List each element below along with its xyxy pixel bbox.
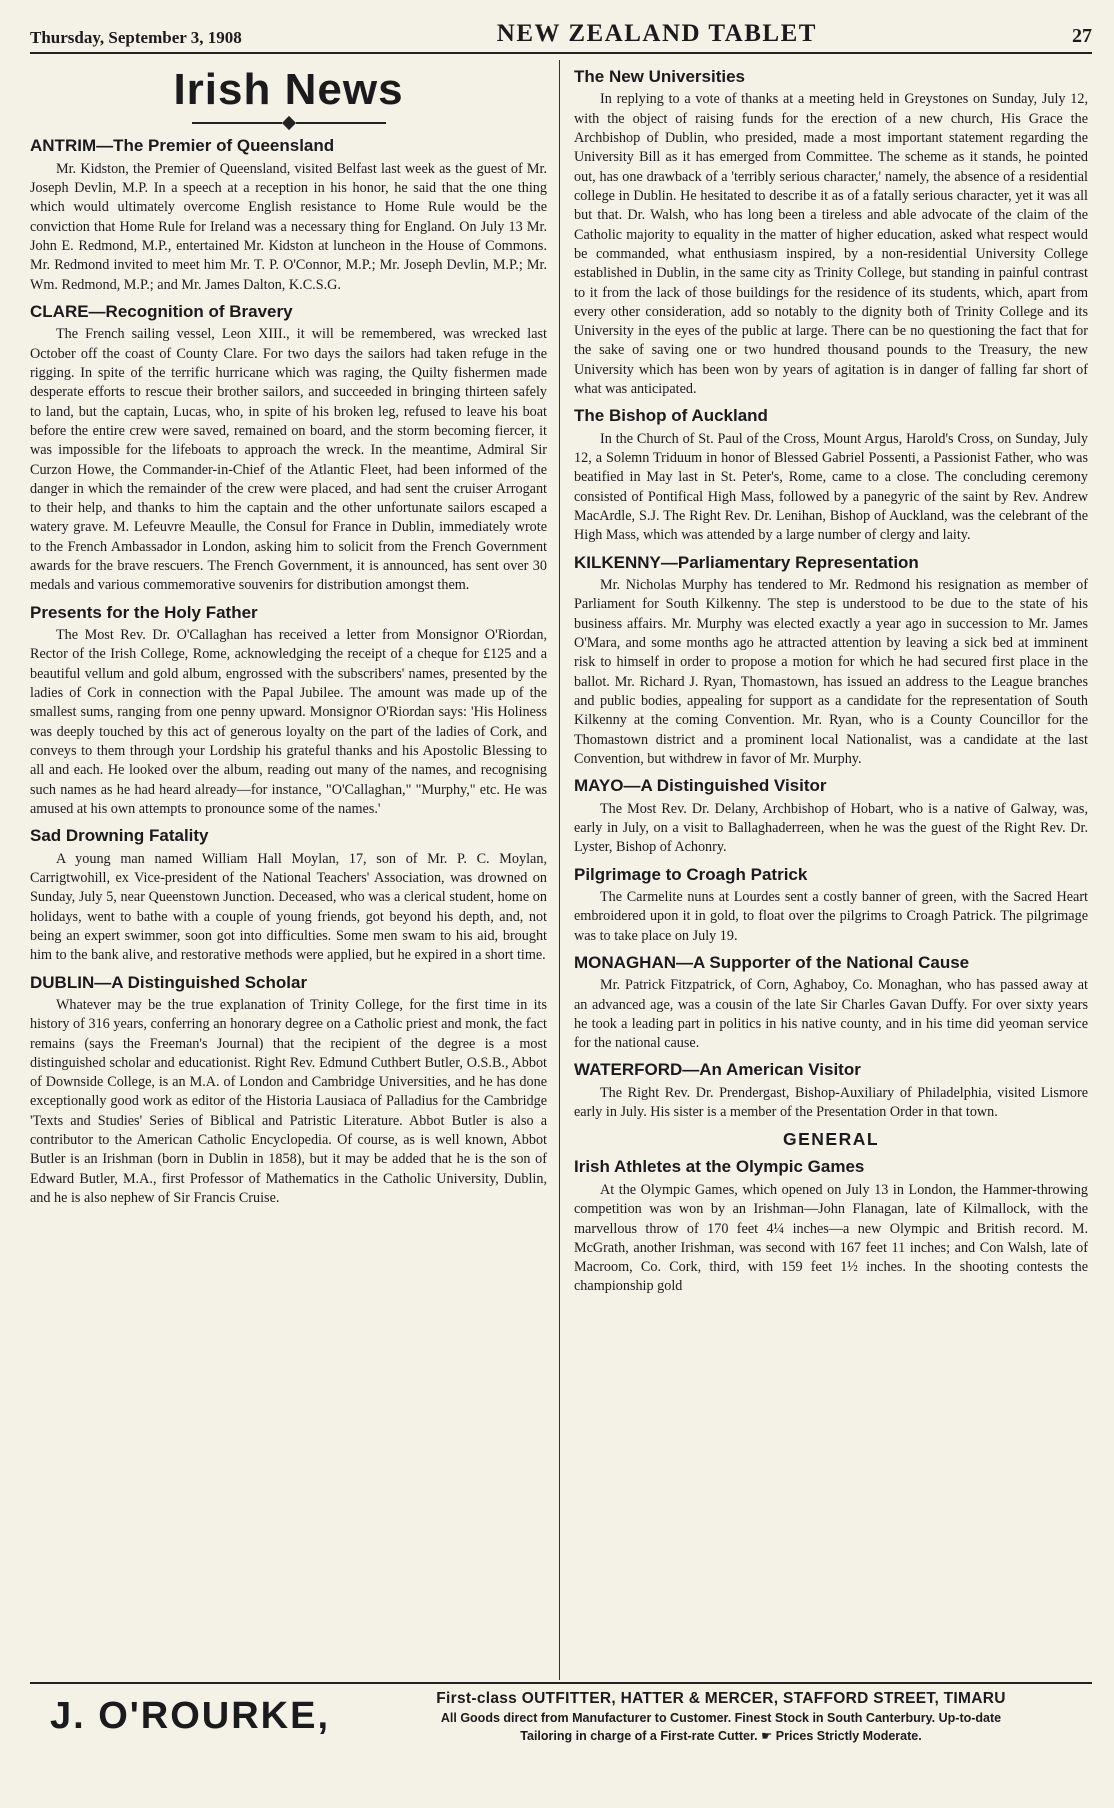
advert-line-3-a: Tailoring in charge of a First-rate Cutter. [520,1729,758,1743]
article-title: MONAGHAN—A Supporter of the National Cause [574,952,970,972]
article-paragraph: In the Church of St. Paul of the Cross, Mount Argus, Harold's Cross, on Sunday, July 12, a Solemn Triduum in honor of Blessed Gabriel Possenti, a Passionist Father, who was beatified in May last in St. Peter's, Rome, came to a close. The concluding ceremony consisted of Pontifical High Mass, followed by a panegyric of the saint by Rev. Andrew MacArdle, S.J. The Right Rev. Dr. Lenihan, Bishop of Auckland, was the celebrant of the High Mass, which was attended by a large number of clergy and laity. [574,430,1088,544]
advert-line-3 [350,1728,1092,1743]
advertisement [30,1682,1092,1743]
section-title: Irish News [173,65,404,114]
advert-line-2: All Goods direct from Manufacturer to Customer. Finest Stock in South Canterbury. Up-to-date [440,1711,1002,1725]
general-articles [574,1157,1088,1296]
left-articles [30,136,547,1208]
article-title: KILKENNY—Parliamentary Representation [574,552,919,572]
article-title: The New Universities [574,67,746,86]
article [574,865,1088,946]
article [574,776,1088,857]
left-column [30,60,559,1680]
article-paragraph: At the Olympic Games, which opened on July 13 in London, the Hammer-throwing competition was won by an Irishman—John Flanagan, late of Kilmallock, with the marvellous throw of 170 feet 4¼ inches—a new Olympic and British record. M. McGrath, another Irishman, was second with 167 feet 11 inches; and Con Walsh, late of Macroom, Co. Cork, third, with 159 feet 1½ inches. In the shooting contests the championship gold [574,1181,1088,1295]
article [574,406,1088,545]
article-paragraph: The Most Rev. Dr. Delany, Archbishop of Hobart, who is a native of Galway, was, early in July, on a visit to Ballaghaderreen, when he was the guest of the Right Rev. Dr. Lyster, Bishop of Achonry. [574,800,1088,856]
article [574,953,1088,1054]
article [30,136,547,295]
masthead [30,14,1092,54]
article-title: ANTRIM—The Premier of Queensland [30,136,335,156]
general-heading: GENERAL [782,1129,880,1150]
article-paragraph: Whatever may be the true explanation of Trinity College, for the first time in its history of 316 years, conferring an honorary degree on a Catholic priest and monk, the fact remains (says the Freeman's Journal) that the recipient of the degree is a most distinguished scholar and educationist. Right Rev. Edmund Cuthbert Butler, O.S.B., Abbot of Downside College, is an M.A. of London and Cambridge Universities, and he has done exceptionally good work as editor of the Historia Lausiaca of Palladius for the Cambridge 'Texts and Studies' Series of Biblical and Patristic Literature. Abbot Butler is also a contributor to the American Catholic Encyclopedia. Of course, as is well known, Abbot Butler is an Irishman (born in Dublin in 1858), but it may be added that he is the son of Edward Butler, M.A., first Professor of Mathematics in the Catholic University, Dublin, and he is also nephew of Sir Francis Cruise. [30,996,547,1207]
article-paragraph: A young man named William Hall Moylan, 17, son of Mr. P. C. Moylan, Carrigtwohill, ex Vice-president of the National Teachers' Association, was drowned on Sunday, July 5, near Queenstown Junction. Deceased, who was a clerical student, home on holidays, went to bathe with a couple of young friends, got beyond his depth, and, not being an expert swimmer, soon got into difficulties. Some men swam to his aid, brought him to the bank alive, and restorative methods were applied, but he expired in a short time. [30,850,547,964]
article-paragraph: The Most Rev. Dr. O'Callaghan has received a letter from Monsignor O'Riordan, Rector of the Irish College, Rome, acknowledging the receipt of a cheque for £125 and a beautiful vellum and gold album, engrossed with the subscribers' names, presented by the ladies of Cork in connection with the Papal Jubilee. The amount was made up of the smallest sums, ranging from one penny upward. Monsignor O'Riordan says: 'His Holiness was deeply touched by this act of generous loyalty on the part of the ladies of Cork, and conveys to them through your Lordship his grateful thanks and his Apostolic Blessing to all and each. He looked over the album, reading out many of the names, and recognising such names as he had heard already—for instance, "O'Callaghan," "Murphy," etc. He was amused at his own attempts to pronounce some of the names.' [30,627,547,817]
article-title: CLARE—Recognition of Bravery [30,301,293,321]
article-title: MAYO—A Distinguished Visitor [574,776,827,796]
advert-line-3-b: Prices Strictly Moderate. [775,1729,922,1743]
article-paragraph: Mr. Patrick Fitzpatrick, of Corn, Aghaboy, Co. Monaghan, who has passed away at an advanced age, was a cousin of the late Sir Charles Gavan Duffy. For over sixty years he took a leading part in politics in his native county, and in his time did yeoman service for the national cause. [574,977,1088,1052]
ornamental-rule [30,118,547,128]
article [30,603,547,820]
article-paragraph: Mr. Nicholas Murphy has tendered to Mr. Redmond his resignation as member of Parliament for South Kilkenny. The step is understood to be due to the state of his business affairs. Mr. Murphy was elected exactly a year ago in succession to Mr. James O'Mara, and some months ago he attracted attention by leaving a sick bed at imminent risk to himself in order to propose a motion for which he had secured first place in the ballot. Mr. Richard J. Ryan, Thomastown, has issued an address to the League branches and public bodies, appealing for support as a candidate for the representation of South Kilkenny at the coming Convention. Mr. Ryan, who is a County Councillor for the Thomastown district and a prominent local Nationalist, was a candidate at the last Convention, but withdrew in favor of Mr. Murphy. [574,577,1088,767]
article-paragraph: In replying to a vote of thanks at a meeting held in Greystones on Sunday, July 12, with the object of raising funds for the erection of a new church, His Grace the Archbishop of Dublin, who presided, made a most important statement regarding the University Bill as it has emerged from Committee. The scheme as it stands, he pointed out, has one drawback of a 'terribly serious character,' namely, the absence of a residential college in Dublin. He hesitated to describe it as of a fatally serious character, yet it was all but that. Dr. Walsh, who has long been a tireless and able advocate of the claim of the Catholic majority to equality in the matter of higher education, asked what respect would be commanded, what enthusiasm inspired, by a non-residential University College established in Dublin, in the same city as Trinity College, but standing in painful contrast to it from the lack of those buildings for the residence of its students, which, apart from every other consideration, add so notably to the dignity both of Trinity College and its University in the eyes of the public at large. There can be no questioning the fact that for the sake of saving one or two hundred thousand pounds to the Treasury, the new University which has been won by years of agitation is in danger of falling far short of what was anticipated. [574,91,1088,398]
advert-text [350,1690,1092,1743]
article-paragraph: Mr. Kidston, the Premier of Queensland, visited Belfast last week as the guest of Mr. Joseph Devlin, M.P. In a speech at a reception in his honor, he said that the one thing which would ultimately overcome English resistance to Home Rule would be the conviction that Home Rule for Ireland was a necessary thing for England. On July 13 Mr. John E. Redmond, M.P., entertained Mr. Kidston at luncheon in the House of Commons. Mr. Redmond invited to meet him Mr. T. P. O'Connor, M.P.; Mr. Joseph Devlin, M.P.; Mr. Wm. Redmond, M.P.; and Mr. James Dalton, K.C.S.G. [30,160,547,293]
article-title: The Bishop of Auckland [574,406,768,426]
page-number: 27 [1071,25,1092,47]
rule-line-right [296,122,386,124]
right-articles [574,67,1088,1122]
article-paragraph: The French sailing vessel, Leon XIII., it will be remembered, was wrecked last October off the coast of County Clare. For two days the sailors had taken refuge in the rigging. In spite of the terrific hurricane which was raging, the Quilty fishermen made desperate efforts to rescue their brother sailors, and succeeded in bringing thirteen safely to land, but the captain, Lucas, who, in spite of his broken leg, refused to leave his boat before the entire crew were saved, remained on board, and the storm becoming fiercer, it was impossible for the lifeboats to approach the wreck. In the meantime, Admiral Sir Curzon Howe, the Commander-in-Chief of the Atlantic Fleet, had been informed of the danger in which the remainder of the crew were placed, and had sent the cruiser Arrogant to their help, and thanks to him the captain and the other unfortunate sailors escaped a watery grave. M. Lefeuvre Meaulle, the Consul for France in Dublin, immediately wrote to the French Ambassador in London, asking him to solicit from the French Government awards for the brave rescuers. The French Government, it is announced, has sent over 30 medals and various commemorative souvenirs for distribution amongst them. [30,326,547,594]
pointing-hand-icon: ☛ [761,1729,773,1743]
article-title: DUBLIN—A Distinguished Scholar [30,972,308,992]
right-column [559,60,1088,1680]
article-title: Pilgrimage to Croagh Patrick [574,864,808,884]
article-columns [30,60,1092,1680]
diamond-ornament-icon [281,116,295,130]
article [574,67,1088,399]
article-title: WATERFORD—An American Visitor [574,1060,861,1080]
article [30,302,547,596]
article-title: Sad Drowning Fatality [30,826,209,846]
newspaper-title: NEW ZEALAND TABLET [496,20,817,47]
article-title: Irish Athletes at the Olympic Games [574,1157,865,1177]
article [30,973,547,1209]
advert-line-1: First-class OUTFITTER, HATTER & MERCER, STAFFORD STREET, TIMARU [436,1690,1006,1707]
article-paragraph: The Right Rev. Dr. Prendergast, Bishop-Auxiliary of Philadelphia, visited Lismore early in July. His sister is a member of the Presentation Order in that town. [574,1084,1088,1121]
article [574,1157,1088,1296]
article [574,553,1088,770]
issue-date: Thursday, September 3, 1908 [30,28,242,47]
article [574,1060,1088,1122]
article-paragraph: The Carmelite nuns at Lourdes sent a costly banner of green, with the Sacred Heart embroidered upon it in gold, to float over the pilgrims to Croagh Patrick. The pilgrimage was to take place on July 19. [574,888,1088,944]
article [30,826,547,965]
advertiser-name: J. O'ROURKE, [49,1695,331,1737]
rule-line-left [192,122,282,124]
article-title: Presents for the Holy Father [30,602,258,622]
